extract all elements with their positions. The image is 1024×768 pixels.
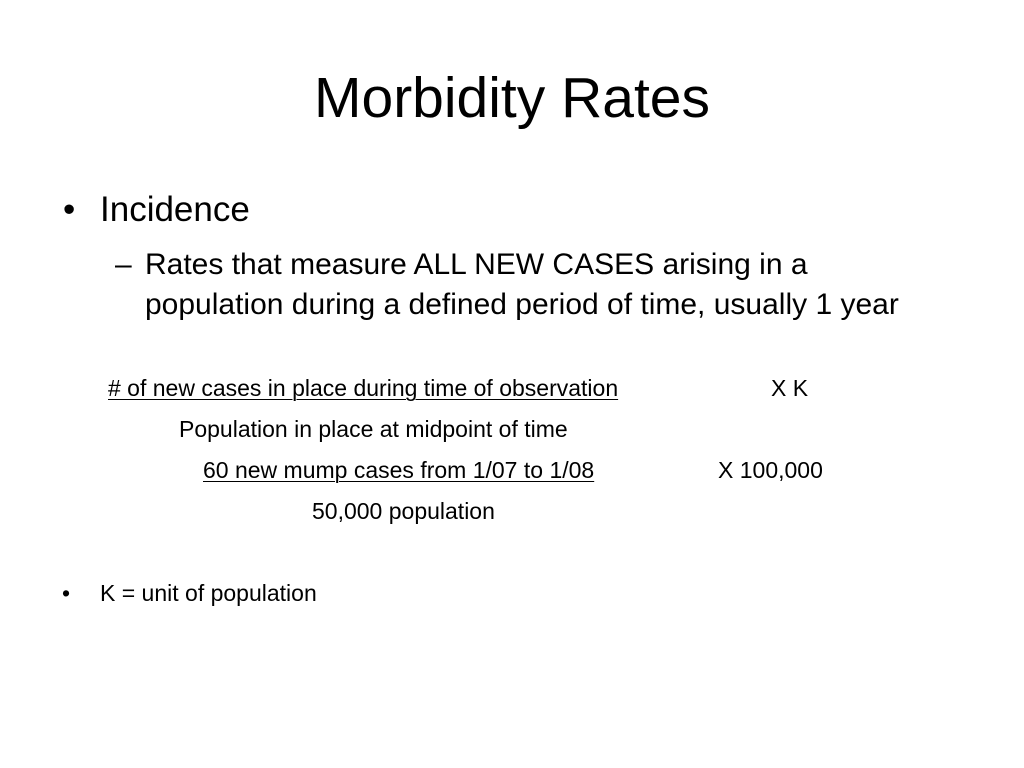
formula-denominator: Population in place at midpoint of time (179, 416, 568, 442)
example-numerator-text: 60 new mump cases from 1/07 to 1/08 (203, 457, 595, 483)
bullet-text: K = unit of population (100, 580, 317, 606)
formula-numerator-text: # of new cases in place during time of observation (108, 375, 619, 401)
bullet-marker: • (63, 190, 76, 229)
slide-title: Morbidity Rates (314, 66, 710, 130)
bullet-text: Incidence (100, 190, 250, 229)
sub-bullet-marker: – (115, 248, 132, 281)
example-multiplier: X 100,000 (718, 457, 823, 483)
example-denominator: 50,000 population (312, 498, 495, 524)
sub-bullet-text: Rates that measure ALL NEW CASES arising in a population during a defined period of time, usually 1 year (145, 248, 899, 321)
bullet-marker: • (62, 580, 71, 606)
formula-multiplier: X K (771, 375, 809, 401)
example-numerator (203, 456, 594, 484)
formula-numerator (108, 374, 618, 402)
